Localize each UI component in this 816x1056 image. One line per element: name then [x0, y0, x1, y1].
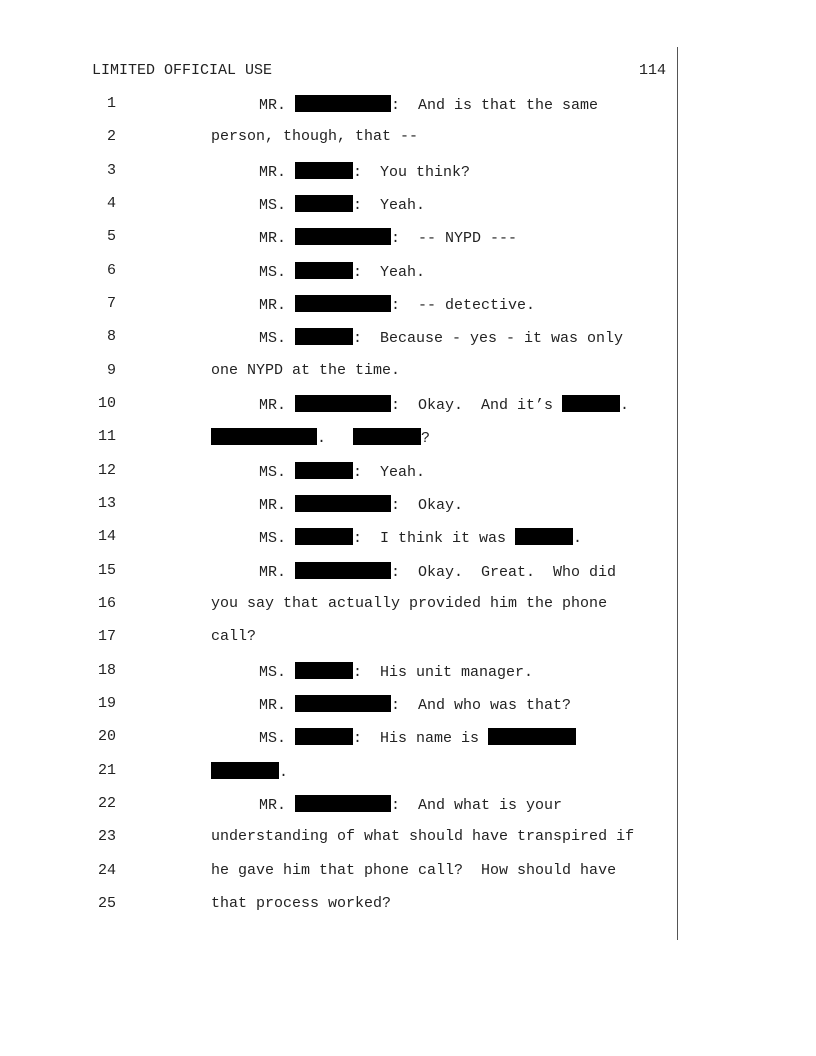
line-number: 4: [106, 195, 116, 212]
line-text: MR. : Okay.: [259, 497, 464, 514]
redaction-block: [295, 462, 353, 479]
redaction-block: [562, 395, 620, 412]
line-text: . ?: [211, 428, 430, 447]
line-number: 17: [97, 628, 116, 645]
transcript-line: [0, 162, 816, 184]
redaction-block: [295, 795, 391, 812]
line-text: one NYPD at the time.: [211, 362, 401, 379]
transcript-line: [0, 862, 816, 884]
transcript-line: [0, 295, 816, 317]
transcript-line: [0, 328, 816, 350]
redaction-block: [295, 495, 391, 512]
line-number: 13: [97, 495, 116, 512]
page-number: 114: [638, 62, 666, 79]
line-number: 25: [97, 895, 116, 912]
line-text: MR. : And what is your: [259, 797, 563, 814]
line-text: MS. : Yeah.: [259, 264, 426, 281]
transcript-line: [0, 695, 816, 717]
line-text: you say that actually provided him the phone: [211, 595, 608, 612]
redaction-block: [295, 562, 391, 579]
redaction-block: [295, 195, 353, 212]
line-text: MR. : And who was that?: [259, 697, 572, 714]
transcript-line: [0, 128, 816, 150]
redaction-block: [295, 728, 353, 745]
transcript-line: [0, 228, 816, 250]
line-number: 3: [106, 162, 116, 179]
transcript-line: [0, 828, 816, 850]
transcript-line: [0, 795, 816, 817]
transcript-line: [0, 762, 816, 784]
line-number: 22: [97, 795, 116, 812]
line-number: 5: [106, 228, 116, 245]
redaction-block: [295, 528, 353, 545]
line-number: 7: [106, 295, 116, 312]
transcript-line: [0, 895, 816, 917]
line-number: 23: [97, 828, 116, 845]
redaction-block: [515, 528, 573, 545]
redaction-block: [295, 162, 353, 179]
redaction-block: [353, 428, 421, 445]
line-text: call?: [211, 628, 257, 645]
transcript-line: [0, 562, 816, 584]
line-number: 14: [97, 528, 116, 545]
line-number: 19: [97, 695, 116, 712]
transcript-line: [0, 728, 816, 750]
redaction-block: [295, 662, 353, 679]
line-number: 2: [106, 128, 116, 145]
redaction-block: [295, 328, 353, 345]
line-text: MS. : His name is: [259, 728, 576, 747]
transcript-line: [0, 428, 816, 450]
line-number: 11: [97, 428, 116, 445]
line-number: 12: [97, 462, 116, 479]
line-number: 1: [106, 95, 116, 112]
transcript-line: [0, 262, 816, 284]
line-text: MS. : Yeah.: [259, 197, 426, 214]
line-number: 6: [106, 262, 116, 279]
line-text: person, though, that --: [211, 128, 419, 145]
redaction-block: [488, 728, 576, 745]
line-text: he gave him that phone call? How should have: [211, 862, 617, 879]
transcript-line: [0, 95, 816, 117]
transcript-line: [0, 628, 816, 650]
transcript-line: [0, 528, 816, 550]
redaction-block: [295, 295, 391, 312]
redaction-block: [211, 762, 279, 779]
transcript-line: [0, 195, 816, 217]
line-text: MR. : -- detective.: [259, 297, 536, 314]
line-text: MR. : You think?: [259, 164, 471, 181]
line-text: MS. : Yeah.: [259, 464, 426, 481]
line-text: MR. : And is that the same: [259, 97, 599, 114]
line-text: MS. : Because - yes - it was only: [259, 330, 624, 347]
redaction-block: [211, 428, 317, 445]
redaction-block: [295, 695, 391, 712]
redaction-block: [295, 228, 391, 245]
line-number: 24: [97, 862, 116, 879]
line-number: 16: [97, 595, 116, 612]
line-text: that process worked?: [211, 895, 392, 912]
transcript-line: [0, 395, 816, 417]
transcript-line: [0, 595, 816, 617]
line-text: MS. : His unit manager.: [259, 664, 534, 681]
line-number: 8: [106, 328, 116, 345]
transcript-line: [0, 495, 816, 517]
page-header-classification: LIMITED OFFICIAL USE: [92, 62, 273, 79]
line-number: 20: [97, 728, 116, 745]
line-text: MR. : Okay. And it’s .: [259, 397, 630, 414]
line-number: 9: [106, 362, 116, 379]
redaction-block: [295, 395, 391, 412]
line-text: MR. : Okay. Great. Who did: [259, 564, 617, 581]
transcript-line: [0, 362, 816, 384]
line-number: 21: [97, 762, 116, 779]
transcript-line: [0, 462, 816, 484]
transcript-line: [0, 662, 816, 684]
line-text: MR. : -- NYPD ---: [259, 230, 518, 247]
line-number: 10: [97, 395, 116, 412]
redaction-block: [295, 262, 353, 279]
line-number: 15: [97, 562, 116, 579]
line-text: understanding of what should have transpired if: [211, 828, 635, 845]
line-text: .: [211, 762, 288, 781]
line-text: MS. : I think it was .: [259, 530, 583, 547]
redaction-block: [295, 95, 391, 112]
line-number: 18: [97, 662, 116, 679]
